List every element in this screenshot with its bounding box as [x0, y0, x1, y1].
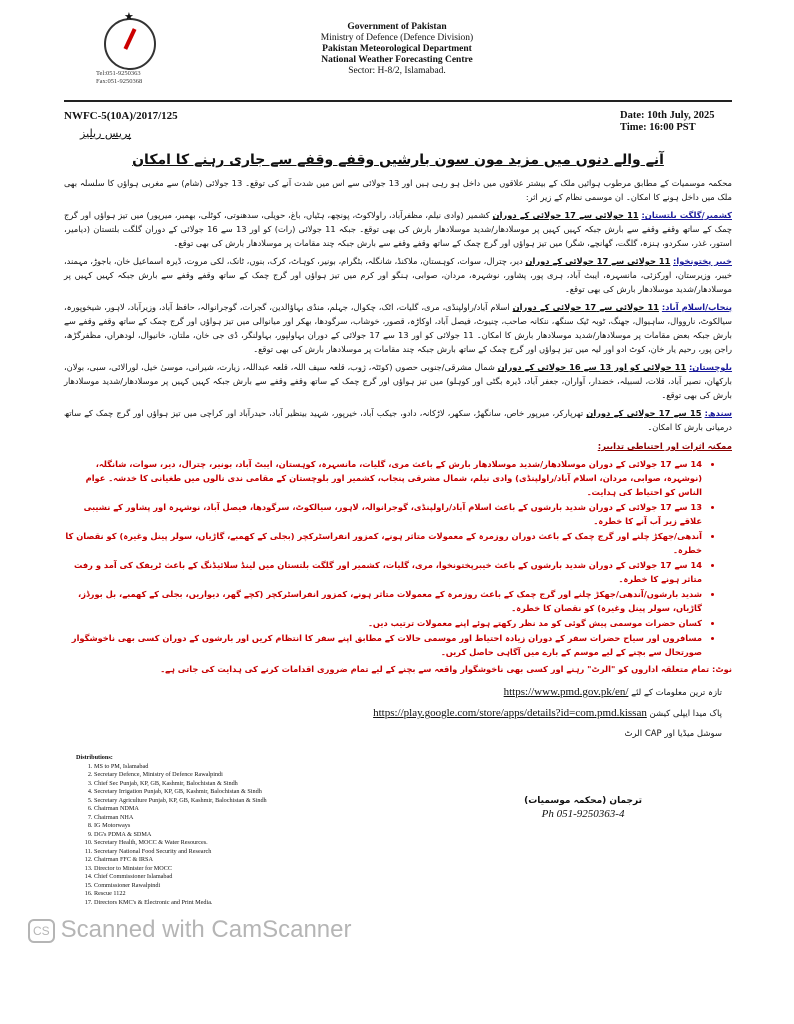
contact-info [96, 70, 142, 86]
region-label: بلوچستان: [688, 362, 733, 372]
distribution-item: 3. Chief Sec Punjab, KP, GB, Kashmir, Balochistan & Sindh [94, 780, 267, 789]
links-section [64, 682, 732, 744]
camscanner-icon: CS [28, 919, 55, 943]
impacts-heading: ممکنہ اثرات اور احتیاطی تدابیر: [597, 442, 732, 452]
distribution-item: 14. Chief Commissioner Islamabad [94, 873, 267, 882]
region-label: پنجاب/اسلام آباد: [661, 302, 733, 312]
forecast-body [64, 176, 732, 434]
region-period: 11 جولائی سے 17 جولائی کے دوران [492, 210, 639, 220]
region-text: شمال مشرقی/جنوبی حصوں (کوئٹہ، ژوب، قلعہ سیف اللہ، قلعہ عبداللہ، زیارت، شیرانی، موسیٰ خیل، لورالائی، سبی، بولان، بارکھان، نصیر آباد، قلات، لسبیلہ، خضدار، آواران، جعفر آباد، ڈیرہ بگٹی اور کوہلو) میں تیز ہواؤں اور گرج چمک کے ساتھ وقفے وقفے سے بارش جبکہ کہیں کہیں پر موسلادھار/شدید موسلادھار بارش کی بھی توقع۔ [64, 362, 732, 400]
distribution-item: 13. Director to Minister for MOCC [94, 865, 267, 874]
header-line: Government of Pakistan [347, 22, 447, 32]
region-period: 11 جولائی سے 17 جولائی کے دوران [525, 256, 671, 266]
impact-item: • 13 سے 17 جولائی کے دوران شدید بارشوں کے باعث اسلام آباد/راولپنڈی، گوجرانوالہ، لاہور، سیالکوٹ، سرگودھا، فیصل آباد، نوشہرہ اور پشاور کے نشیبی علاقے زیر آب آنے کا خطرہ۔ [64, 500, 702, 528]
link-label: تازہ ترین معلومات کے لئے [631, 688, 722, 698]
region-text: تھرپارکر، میرپور خاص، سانگھڑ، سکھر، لاڑکانہ، دادو، جیکب آباد، خیرپور، شہید بینظیر آباد، حیدرآباد اور کراچی میں تیز ہواؤں اور گرج چمک کے ساتھ درمیانی بارش کا امکان۔ [64, 408, 732, 432]
distribution-item: 6. Chairman NDMA [94, 805, 267, 814]
distribution-item: 12. Chairman FFC & IRSA [94, 856, 267, 865]
region-kp [64, 254, 732, 296]
app-link-row [64, 703, 722, 724]
region-label: سندھ: [704, 408, 732, 418]
distribution-item: 4. Secretary Irrigation Punjab, KP, GB, Kashmir, Balochistan & Sindh [94, 788, 267, 797]
impact-item: • مسافروں اور سیاح حضرات سفر کے دوران زیادہ احتیاط اور موسمی حالات کے مطابق اپنے سفر کا انتظام کریں اور بارشوں کے دوران کسی بھی ناخوشگوار صورتحال سے بچنے کے لیے موسم کے بارے میں آگاہی حاصل کریں۔ [64, 631, 702, 659]
document-content [33, 150, 733, 945]
press-release-label: پریس ریلیز [80, 127, 132, 140]
impacts-section [64, 440, 732, 676]
impact-item: • شدید بارشوں/آندھی/جھکڑ چلنے اور گرج چمک کے باعث روزمرہ کے معمولات متاثر ہونے، کمزور انفراسٹرکچر (کچے گھر، دیواریں، بجلی کے کھمبے، بل بورڈز، گاڑیاں، سولر پینل وغیرہ) کو نقصان کا خطرہ۔ [64, 587, 702, 615]
footer-row [64, 754, 732, 907]
region-period: 15 سے 17 جولائی کے دوران [586, 408, 702, 418]
region-text: اسلام آباد/راولپنڈی، مری، گلیات، اٹک، چکوال، جہلم، منڈی بہاؤالدین، گجرات، گوجرانوالہ، حافظ آباد، وزیرآباد، لاہور، شیخوپورہ، سیالکوٹ، نارووال، ساہیوال، جھنگ، ٹوبہ ٹیک سنگھ، ننکانہ صاحب، چنیوٹ، فیصل آباد، اوکاڑہ، قصور، خوشاب، سرگودھا، بھکر اور میانوالی میں تیز ہواؤں اور گرج چمک کے ساتھ وقفے وقفے سے بارش جبکہ بعض مقامات پر موسلادھار/شدید موسلادھار بارش کا امکان۔ 11 جولائی کو اور 13 سے 17 جولائی کے دوران بہاولپور، بہاولنگر، ڈی جی خان، ملتان، خانیوال، لودھراں، مظفرگڑھ، راجن پور، رحیم یار خان، کوٹ ادو اور لیہ میں تیز ہواؤں اور گرج چمک کے ساتھ بارش جبکہ چند مقامات پر موسلادھار بارش کی بھی توقع۔ [64, 302, 732, 354]
letterhead [260, 22, 534, 77]
distribution-item: 17. Directors KMC's & Electronic and Print Media. [94, 899, 267, 908]
region-kashmir-gb [64, 208, 732, 250]
impact-item: • آندھی/جھکڑ چلنے اور گرج چمک کے باعث دوران روزمرہ کے معمولات متاثر ہونے، کمزور انفراسٹرکچر (بجلی کے کھمبے، گاڑیاں، سولر پینل وغیرہ) کو نقصان کا خطرہ۔ [64, 529, 702, 557]
pmd-app-link[interactable]: https://play.google.com/store/apps/details?id=com.pmd.kissan [373, 707, 647, 719]
tel: Tel:051-9250363 [96, 70, 141, 77]
header-line: National Weather Forecasting Centre [321, 55, 473, 65]
pmd-website-link[interactable]: https://www.pmd.gov.pk/en/ [503, 686, 629, 698]
signature-block [524, 794, 642, 820]
social-row: سوشل میڈیا اور CAP الرٹ [624, 729, 722, 739]
distribution-item: 8. IG Motorways [94, 822, 267, 831]
region-balochistan [64, 360, 732, 402]
distribution-heading: Distributions: [76, 754, 113, 761]
distribution-item: 2. Secretary Defence, Ministry of Defence Rawalpindi [94, 771, 267, 780]
header-line: Pakistan Meteorological Department [322, 44, 472, 54]
camscanner-watermark [28, 915, 732, 945]
distribution-item: 15. Commissioner Rawalpindi [94, 882, 267, 891]
pmd-website-row [64, 682, 722, 703]
date: Date: 10th July, 2025 [620, 110, 715, 121]
header-line: Ministry of Defence (Defence Division) [320, 33, 474, 43]
distribution-item: 10. Secretary Health, MOCC & Water Resources. [94, 839, 267, 848]
region-text: کشمیر (وادی نیلم، مظفرآباد، راولاکوٹ، پونچھ، ہٹیاں، باغ، حویلی، سدھنوتی، کوٹلی، بھمبر، میرپور) میں تیز ہواؤں اور گرج چمک کے ساتھ وقفے وقفے سے بارش جبکہ کہیں کہیں پر موسلادھار/شدید موسلادھار بارش کی بھی توقع۔ جبکہ 11 جولائی (رات) کو اور 13 سے 16 جولائی کے دوران گلگت بلتستان (دیامیر، استور، غذر، سکردو، ہنزہ، گلگت، گھانچے، شگر) میں تیز ہواؤں اور گرج چمک کے ساتھ وقفے وقفے سے بارش جبکہ چند مقامات پر موسلادھار بارش کی بھی توقع۔ [64, 210, 732, 248]
region-label: خیبر پختونخوا: [673, 256, 732, 266]
distribution-item: 16. Rescue 1122 [94, 890, 267, 899]
distribution-list [64, 754, 267, 907]
spokesperson: ترجمان (محکمہ موسمیات) [524, 796, 642, 806]
watermark-text: Scanned with CamScanner [60, 916, 352, 943]
region-period: 11 جولائی کو اور 13 سے 16 جولائی کے دوران [497, 362, 687, 372]
distribution-item: 9. DG's PDMA & SDMA [94, 831, 267, 840]
region-period: 11 جولائی سے 17 جولائی کے دوران [512, 302, 660, 312]
impact-item: • 14 سے 17 جولائی کے دوران موسلادھار/شدید موسلادھار بارش کے باعث مری، گلیات، مانسہرہ، کوہستان، ایبٹ آباد، بونیر، چترال، دیر، سوات، شانگلہ، (نوشہرہ، صوابی، مردان، اسلام آباد/راولپنڈی) وادی نیلم، شمال مشرقی پنجاب، کشمیر اور بلوچستان کے مقامی ندی نالوں میں طغیانی کا خدشہ۔ عوام الناس کو احتیاط کی ہدایت۔ [64, 457, 702, 499]
fax: Fax:051-9250368 [96, 78, 143, 85]
link-label: پاک میدا ایپلی کیشن [649, 709, 722, 719]
time: Time: 16:00 PST [620, 122, 696, 133]
header-line: Sector: H-8/2, Islamabad. [348, 66, 446, 76]
impact-item: • کسان حضرات موسمی پیش گوئی کو مد نظر رکھتے ہوئے اپنے معمولات ترتیب دیں۔ [64, 616, 702, 630]
alert-note: نوٹ: تمام متعلقہ اداروں کو "الرٹ" رہنے اور کسی بھی ناخوشگوار واقعہ سے بچنے کے لیے تمام ضروری اقدامات کرنے کی ہدایت کی جاتی ہے۔ [160, 664, 732, 674]
region-label: کشمیر/گلگت بلتستان: [641, 210, 732, 220]
impacts-list [64, 457, 732, 659]
distribution-item: 5. Secretary Agriculture Punjab, KP, GB, Kashmir, Balochistan & Sindh [94, 797, 267, 806]
document-title: آنے والے دنوں میں مزید مون سون بارشیں وقفے وقفے سے جاری رہنے کا امکان [132, 152, 664, 168]
region-punjab [64, 300, 732, 356]
date-time [620, 110, 715, 134]
phone: Ph 051-9250363-4 [541, 808, 625, 820]
intro: محکمہ موسمیات کے مطابق مرطوب ہوائیں ملک کے بیشتر علاقوں میں داخل ہو رہی ہیں اور 13 جولائی سے اس میں شدت آنے کی توقع۔ 13 جولائی (شام) سے مغربی ہواؤں کا سلسلہ بھی ملک میں داخل ہونے کا امکان۔ ان موسمی نظام کے زیر اثر: [64, 178, 732, 202]
region-text: دیر، چترال، سوات، کوہستان، ملاکنڈ، شانگلہ، بٹگرام، بونیر، کوہاٹ، کرک، بنوں، ٹانک، لکی مروت، ڈیرہ اسماعیل خان، باجوڑ، مہمند، خیبر، وزیرستان، اورکزئی، مانسہرہ، ایبٹ آباد، ہری پور، پشاور، نوشہرہ، مردان، صوابی، ہنگو اور کرم میں تیز ہواؤں اور گرج چمک کے ساتھ وقفے وقفے سے بارش جبکہ کہیں کہیں پر موسلادھار/شدید موسلادھار بارش کی بھی توقع۔ [64, 256, 732, 294]
impact-item: • 14 سے 17 جولائی کے دوران شدید بارشوں کے باعث خیبرپختونخوا، مری، گلیات، کشمیر اور گلگت بلتستان میں لینڈ سلائیڈنگ کے باعث ٹریفک کی آمد و رفت متاثر ہونے کا خطرہ۔ [64, 558, 702, 586]
distribution-item: 7. Chairman NHA [94, 814, 267, 823]
region-sindh [64, 406, 732, 434]
distribution-item: 1. MS to PM, Islamabad [94, 763, 267, 772]
distribution-item: 11. Secretary National Food Security and Research [94, 848, 267, 857]
header-divider [64, 100, 732, 102]
pmd-logo: ★ [104, 18, 156, 70]
reference-number: NWFC-5(10A)/2017/125 [64, 110, 178, 122]
